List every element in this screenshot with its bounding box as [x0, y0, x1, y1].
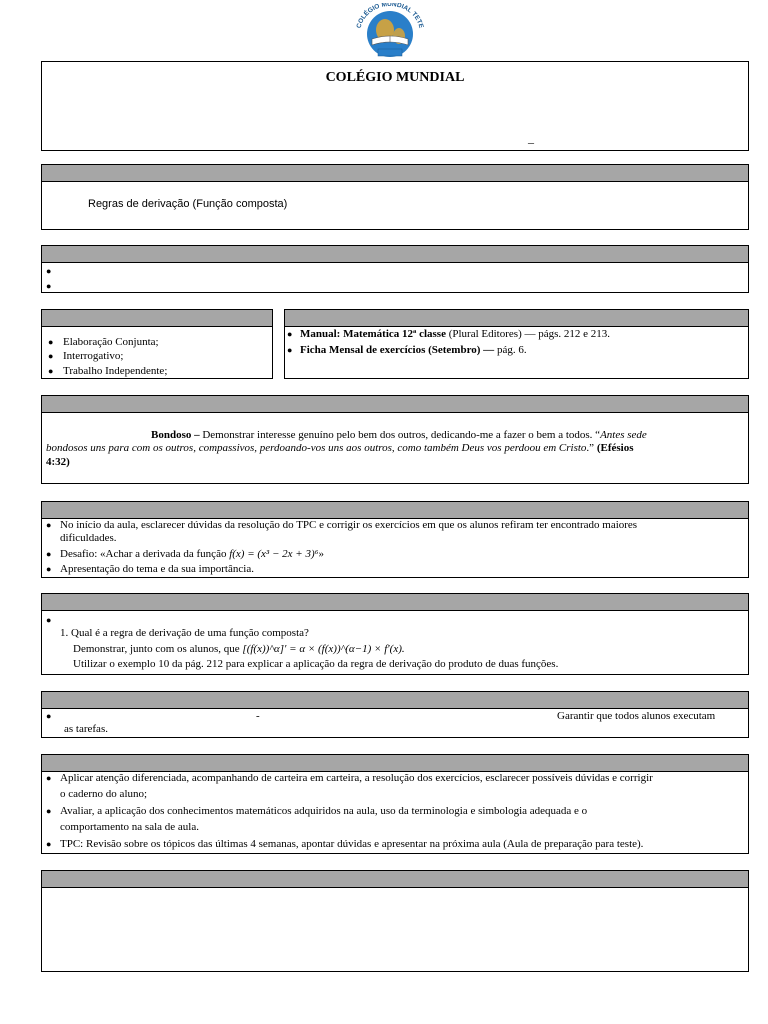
- topic-box: [41, 164, 749, 230]
- bullet-icon: ●: [46, 615, 52, 625]
- topic-text: Regras de derivação (Função composta): [88, 198, 288, 210]
- school-title: COLÉGIO MUNDIAL: [325, 70, 465, 85]
- intro-challenge-formula: f(x) = (x³ − 2x + 3)⁶: [229, 548, 319, 560]
- resource-item: [300, 328, 610, 341]
- bullet-icon: ●: [46, 773, 52, 783]
- practice-text-cont: as tarefas.: [64, 723, 108, 735]
- development-question: 1. Qual é a regra de derivação de uma função composta?: [60, 627, 309, 639]
- intro-challenge-text: Desafio: «Achar a derivada da função: [60, 548, 230, 560]
- development-example: Utilizar o exemplo 10 da pág. 212 para explicar a aplicação da regra de derivação do produto de duas funções.: [73, 658, 559, 670]
- introduction-box: [41, 501, 749, 578]
- intro-item-2: [60, 548, 324, 561]
- bullet-icon: ●: [287, 329, 293, 339]
- intro-challenge-end: »: [318, 548, 324, 560]
- value-dash: –: [191, 429, 203, 441]
- school-logo: [352, 3, 428, 61]
- logo-text: COLÉGIO MUNDIAL TETE: [355, 3, 425, 30]
- value-name: Bondoso: [151, 429, 192, 441]
- method-item: Interrogativo;: [63, 350, 124, 362]
- topic-header-bar: [42, 165, 748, 182]
- bullet-icon: ●: [46, 564, 52, 574]
- practice-box: [41, 691, 749, 738]
- intro-item-1: No início da aula, esclarecer dúvidas da resolução do TPC e corrigir os exercícios em que os alunos refiram ter encontrado maiores: [60, 519, 638, 531]
- intro-item-1-cont: dificuldades.: [60, 532, 117, 544]
- resources-box: [284, 309, 749, 379]
- development-demo-formula: [(f(x))^α]′ = α × (f(x))^(α−1) × f′(x).: [242, 643, 405, 655]
- development-demo: [73, 643, 405, 656]
- bullet-icon: ●: [46, 806, 52, 816]
- bullet-icon: ●: [46, 711, 52, 721]
- practice-header-bar: [42, 692, 748, 709]
- value-line-2: [46, 442, 633, 455]
- closing-box: [41, 754, 749, 854]
- resource-item: [300, 344, 527, 357]
- bullet-icon: ●: [46, 520, 52, 530]
- bullet-icon: ●: [46, 549, 52, 559]
- bullet-icon: ●: [46, 281, 52, 291]
- header-box: [41, 61, 749, 151]
- intro-item-3: Apresentação do tema e da sua importância.: [60, 563, 254, 575]
- introduction-header-bar: [42, 502, 748, 519]
- closing-header-bar: [42, 755, 748, 772]
- value-description: Demonstrar interesse genuíno pelo bem dos outros, dedicando-me a fazer o bem a todos. “: [202, 429, 601, 441]
- notes-header-bar: [42, 871, 748, 888]
- notes-box: [41, 870, 749, 972]
- closing-item-3: TPC: Revisão sobre os tópicos das últimas 4 semanas, apontar dúvidas e apresentar na próxima aula (Aula de preparação para teste).: [60, 838, 644, 850]
- value-header-bar: [42, 396, 748, 413]
- globe-book-icon: [352, 3, 428, 61]
- practice-dash: -: [256, 710, 260, 722]
- method-item: Elaboração Conjunta;: [63, 336, 159, 348]
- header-dash: _: [528, 131, 534, 145]
- practice-text: Garantir que todos alunos executam: [557, 710, 716, 722]
- closing-item-2-cont: comportamento na sala de aula.: [60, 821, 199, 833]
- bullet-icon: ●: [46, 266, 52, 276]
- resources-header-bar: [285, 310, 748, 327]
- value-reference-b: 4:32): [46, 456, 70, 468]
- value-quote-start: Antes sede: [600, 429, 647, 441]
- value-quote-end: .”: [586, 442, 597, 454]
- method-item: Trabalho Independente;: [63, 365, 168, 377]
- resource-sheet-title: Ficha Mensal de exercícios (Setembro) —: [300, 344, 495, 356]
- development-header-bar: [42, 594, 748, 611]
- resource-manual-detail: (Plural Editores) — págs. 212 e 213.: [445, 328, 611, 340]
- bullet-icon: ●: [48, 351, 54, 361]
- methods-box: [41, 309, 273, 379]
- bullet-icon: ●: [287, 345, 293, 355]
- objectives-header-bar: [42, 246, 748, 263]
- value-reference-a: (Efésios: [596, 442, 634, 454]
- bullet-icon: ●: [46, 839, 52, 849]
- bullet-icon: ●: [48, 366, 54, 376]
- objectives-box: [41, 245, 749, 293]
- closing-item-1-cont: o caderno do aluno;: [60, 788, 148, 800]
- closing-item-2: Avaliar, a aplicação dos conhecimentos matemáticos adquiridos na aula, uso da terminologia e simbologia adequada e o: [60, 805, 588, 817]
- bullet-icon: ●: [48, 337, 54, 347]
- closing-item-1: Aplicar atenção diferenciada, acompanhando de carteira em carteira, a resolução dos exercícios, esclarecer possíveis dúvidas e corrigir: [60, 772, 653, 784]
- value-quote: bondosos uns para com os outros, compassivos, perdoando-vos uns aos outros, como também Deus vos perdoou em Cristo: [46, 442, 587, 454]
- development-box: [41, 593, 749, 675]
- development-demo-text: Demonstrar, junto com os alunos, que: [73, 643, 243, 655]
- value-line-1: [151, 429, 647, 442]
- resource-manual-title: Manual: Matemática 12ª classe: [300, 328, 446, 340]
- methods-header-bar: [42, 310, 272, 327]
- value-box: [41, 395, 749, 484]
- resource-sheet-detail: pág. 6.: [494, 344, 527, 356]
